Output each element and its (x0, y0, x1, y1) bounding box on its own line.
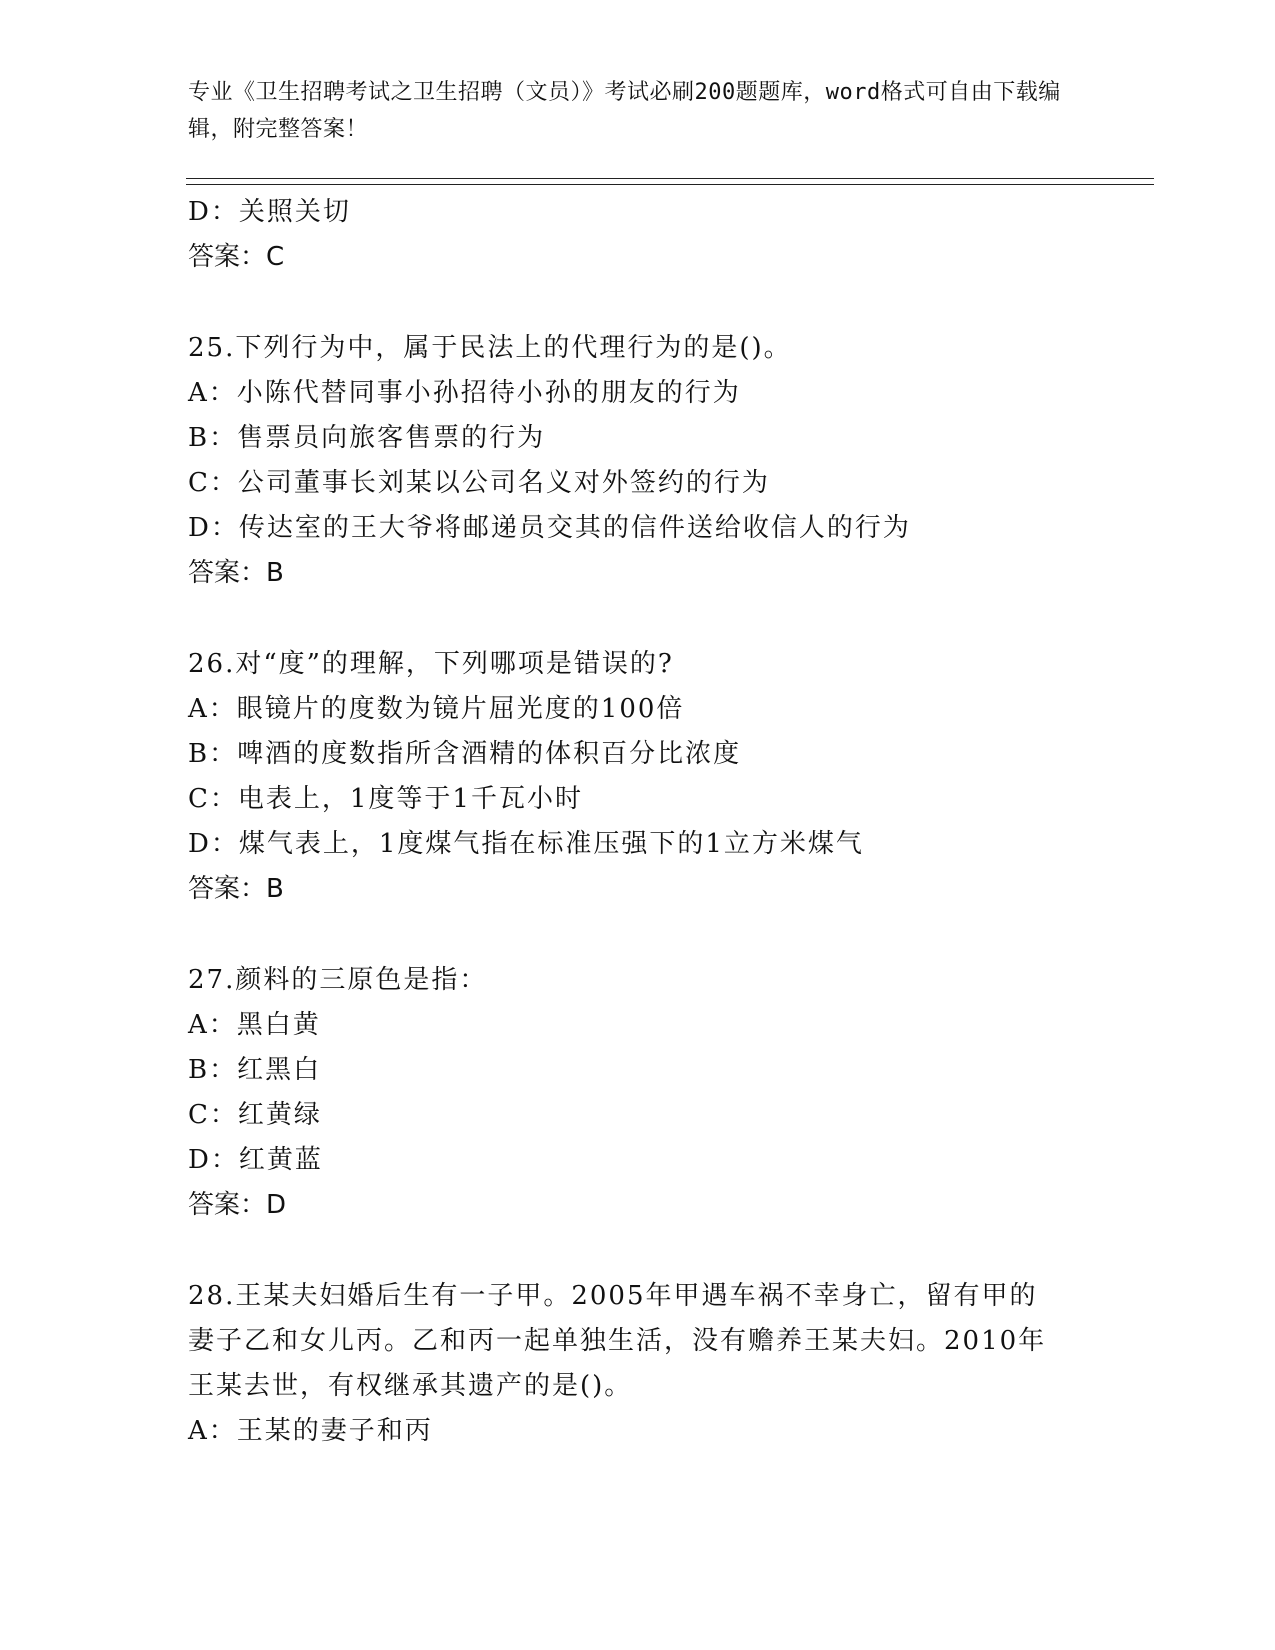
question-stem: 26.对“度”的理解，下列哪项是错误的? (188, 649, 674, 679)
question-26 (188, 642, 1088, 912)
page-header: 专业《卫生招聘考试之卫生招聘（文员）》考试必刷200题题库，word格式可自由下载编辑，附完整答案！ (188, 80, 1061, 142)
option-d: D：红黄蓝 (188, 1145, 323, 1175)
answer-line: 答案：C (188, 242, 285, 272)
header-divider-top (186, 178, 1154, 179)
question-stem: 28.王某夫妇婚后生有一子甲。2005年甲遇车祸不幸身亡，留有甲的妻子乙和女儿丙。乙和丙一起单独生活，没有赡养王某夫妇。2010年王某去世，有权继承其遗产的是()。 (188, 1281, 1047, 1401)
option-d: D：传达室的王大爷将邮递员交其的信件送给收信人的行为 (188, 513, 911, 543)
question-list (188, 190, 1088, 1454)
answer-line: 答案：D (188, 1190, 287, 1220)
answer-line: 答案：B (188, 874, 284, 904)
question-28 (188, 1274, 1088, 1454)
option-d: D：关照关切 (188, 197, 351, 227)
spacer (188, 280, 1088, 326)
option-a: A：王某的妻子和丙 (188, 1416, 433, 1446)
question-stem: 27.颜料的三原色是指： (188, 965, 488, 995)
option-c: C：电表上，1度等于1千瓦小时 (188, 784, 583, 814)
question-stem: 25.下列行为中，属于民法上的代理行为的是()。 (188, 333, 792, 363)
spacer (188, 596, 1088, 642)
question-25 (188, 326, 1088, 596)
answer-line: 答案：B (188, 558, 284, 588)
option-a: A：黑白黄 (188, 1010, 321, 1040)
spacer (188, 1228, 1088, 1274)
option-a: A：小陈代替同事小孙招待小孙的朋友的行为 (188, 378, 741, 408)
question-27 (188, 958, 1088, 1228)
option-b: B：售票员向旅客售票的行为 (188, 423, 546, 453)
option-d: D：煤气表上，1度煤气指在标准压强下的1立方米煤气 (188, 829, 864, 859)
header-divider-bottom (186, 184, 1154, 185)
option-a: A：眼镜片的度数为镜片屈光度的100倍 (188, 694, 685, 724)
option-b: B：红黑白 (188, 1055, 322, 1085)
option-c: C：红黄绿 (188, 1100, 322, 1130)
spacer (188, 912, 1088, 958)
option-b: B：啤酒的度数指所含酒精的体积百分比浓度 (188, 739, 742, 769)
option-c: C：公司董事长刘某以公司名义对外签约的行为 (188, 468, 770, 498)
